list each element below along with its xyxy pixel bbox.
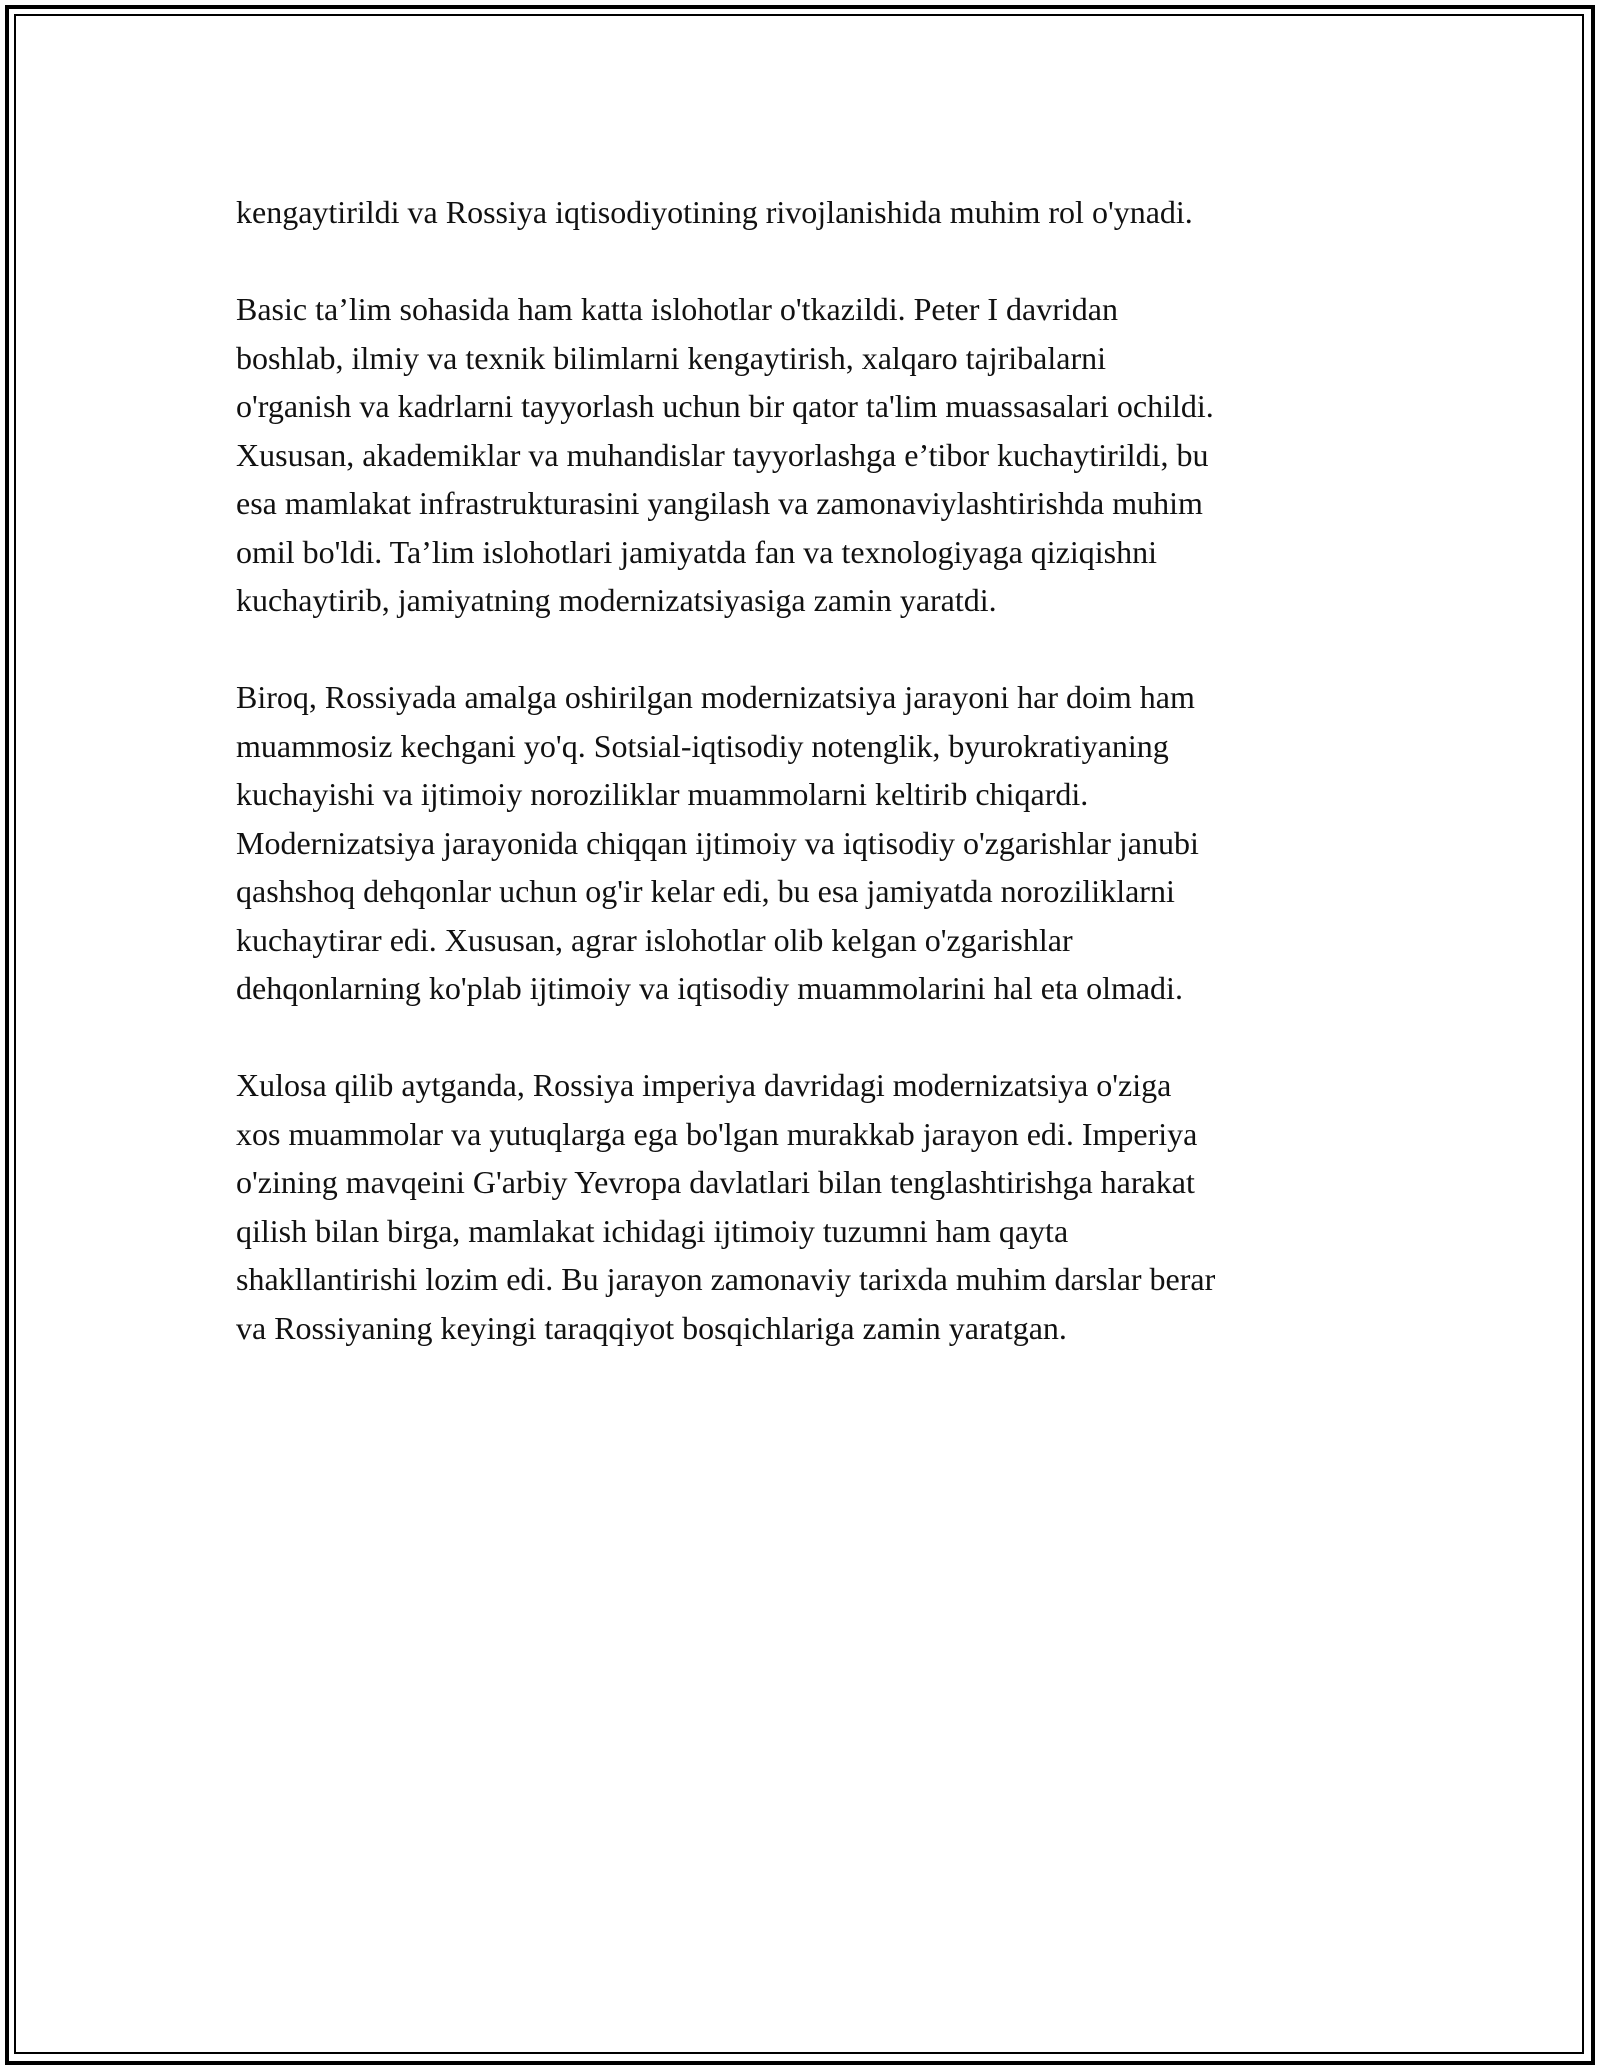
text-line: kuchayishi va ijtimoiy noroziliklar muammolarni keltirib chiqardi.: [236, 776, 1089, 812]
paragraph-gap: [236, 625, 1366, 674]
text-line: omil bo'ldi. Ta’lim islohotlari jamiyatda fan va texnologiyaga qiziqishni: [236, 533, 1157, 570]
text-line: o'rganish va kadrlarni tayyorlash uchun bir qator ta'lim muassasalari ochildi.: [236, 388, 1214, 424]
text-line: dehqonlarning ko'plab ijtimoiy va iqtisodiy muammolarini hal eta olmadi.: [236, 970, 1183, 1006]
text-line: esa mamlakat infrastrukturasini yangilash va zamonaviylashtirishda muhim: [236, 485, 1203, 521]
paragraph-2: [236, 285, 1366, 625]
paragraph-3: [236, 673, 1366, 1013]
text-line: kengaytirildi va Rossiya iqtisodiyotining rivojlanishida muhim rol o'ynadi.: [236, 194, 1193, 230]
text-line: Modernizatsiya jarayonida chiqqan ijtimoiy va iqtisodiy o'zgarishlar janubi: [236, 824, 1199, 861]
paragraph-1: [236, 188, 1366, 237]
text-line: Xulosa qilib aytganda, Rossiya imperiya davridagi modernizatsiya o'ziga: [236, 1067, 1172, 1103]
text-line: Basic ta’lim sohasida ham katta islohotlar o'tkazildi. Peter I davridan: [236, 291, 1118, 327]
text-line: xos muammolar va yutuqlarga ega bo'lgan murakkab jarayon edi. Imperiya: [236, 1115, 1198, 1152]
text-line: Xususan, akademiklar va muhandislar tayyorlashga e’tibor kuchaytirildi, bu: [236, 436, 1209, 473]
text-line: kuchaytirib, jamiyatning modernizatsiyasiga zamin yaratdi.: [236, 582, 997, 618]
text-line: o'zining mavqeini G'arbiy Yevropa davlatlari bilan tenglashtirishga harakat: [236, 1164, 1195, 1200]
text-line: va Rossiyaning keyingi taraqqiyot bosqichlariga zamin yaratgan.: [236, 1309, 1067, 1346]
text-line: qilish bilan birga, mamlakat ichidagi ijtimoiy tuzumni ham qayta: [236, 1212, 1069, 1249]
text-line: shakllantirishi lozim edi. Bu jarayon zamonaviy tarixda muhim darslar berar: [236, 1261, 1216, 1297]
paragraph-gap: [236, 1013, 1366, 1062]
text-line: boshlab, ilmiy va texnik bilimlarni kengaytirish, xalqaro tajribalarni: [236, 339, 1107, 376]
paragraph-4: [236, 1061, 1366, 1352]
text-line: kuchaytirar edi. Xususan, agrar islohotlar olib kelgan o'zgarishlar: [236, 921, 1073, 958]
document-body: [236, 188, 1366, 1352]
text-line: muammosiz kechgani yo'q. Sotsial-iqtisodiy notenglik, byurokratiyaning: [236, 727, 1169, 764]
text-line: qashshoq dehqonlar uchun og'ir kelar edi, bu esa jamiyatda noroziliklarni: [236, 873, 1175, 909]
paragraph-gap: [236, 237, 1366, 286]
text-line: Biroq, Rossiyada amalga oshirilgan modernizatsiya jarayoni har doim ham: [236, 679, 1195, 715]
